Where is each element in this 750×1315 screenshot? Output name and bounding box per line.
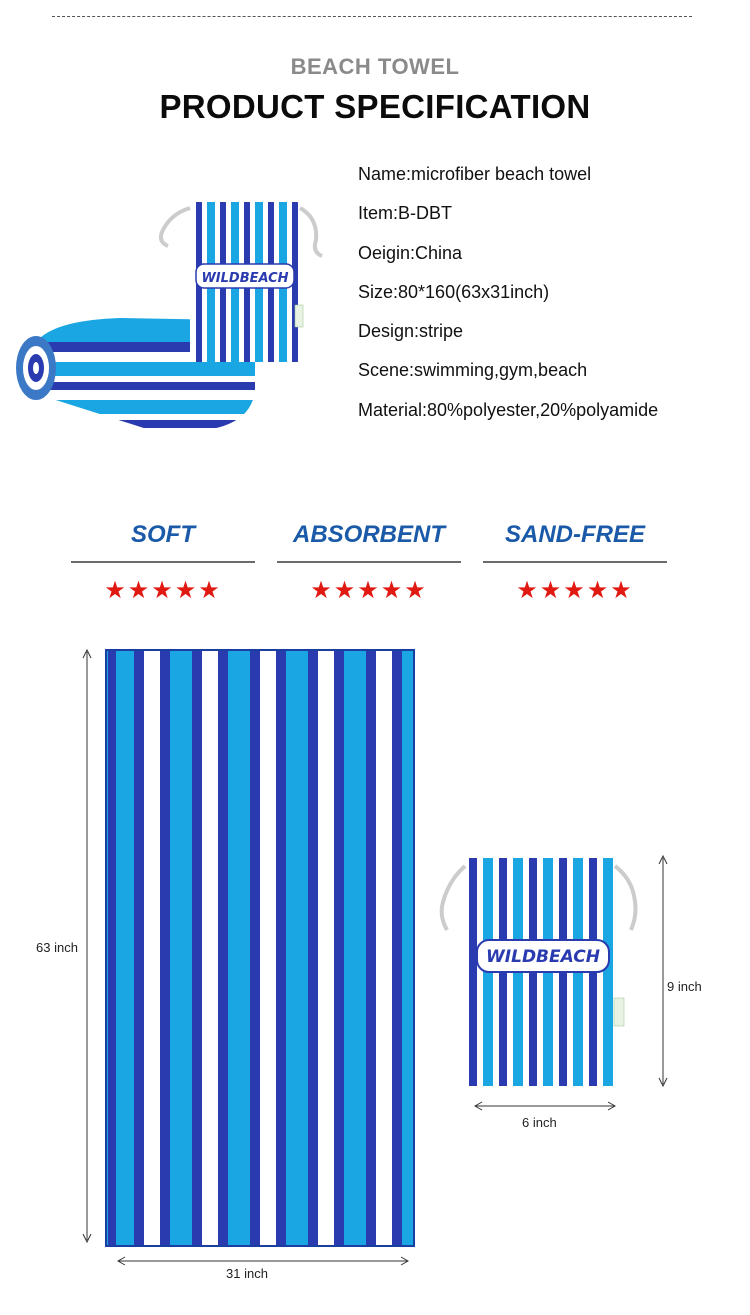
feature-absorbent xyxy=(277,518,461,606)
feature-absorbent-rating-stars: ★★★★★ xyxy=(310,577,428,604)
towel-height-label: 63 inch xyxy=(36,940,78,955)
bag-height-arrow xyxy=(656,854,670,1088)
page-title: PRODUCT SPECIFICATION xyxy=(159,88,591,125)
feature-sand-free-rating-stars: ★★★★★ xyxy=(516,577,634,604)
spec-name: Name:microfiber beach towel xyxy=(358,164,592,184)
page-subtitle: BEACH TOWEL xyxy=(290,54,460,79)
bag-logo-text: WILDBEACH xyxy=(201,271,289,286)
feature-absorbent-label: ABSORBENT xyxy=(292,521,445,548)
bag-height-label: 9 inch xyxy=(667,979,702,994)
towel-width-arrow xyxy=(117,1256,409,1266)
feature-sand-free xyxy=(483,518,667,606)
towel-flat-image xyxy=(106,650,414,1246)
product-photo xyxy=(0,190,330,450)
feature-soft-label: SOFT xyxy=(131,521,195,548)
feature-sand-free-label: SAND-FREE xyxy=(504,521,645,548)
towel-width-label: 31 inch xyxy=(226,1266,268,1281)
feature-soft-rating-stars: ★★★★★ xyxy=(104,577,222,604)
spec-material: Material:80%polyester,20%polyamide xyxy=(358,399,659,420)
spec-origin: Oeigin:China xyxy=(358,242,463,263)
feature-sand-free-rule xyxy=(483,561,667,563)
bag-width-label: 6 inch xyxy=(522,1115,557,1130)
bag-logo-large-text: WILDBEACH xyxy=(486,947,600,967)
top-divider xyxy=(52,16,692,17)
spec-size: Size:80*160(63x31inch) xyxy=(358,281,550,302)
towel-height-arrow xyxy=(80,648,94,1244)
spec-design: Design:stripe xyxy=(358,321,464,342)
spec-scene: Scene:swimming,gym,beach xyxy=(358,360,588,381)
spec-list xyxy=(358,162,748,437)
feature-absorbent-rule xyxy=(277,561,461,563)
spec-item: Item:B-DBT xyxy=(358,203,453,224)
bag-width-arrow xyxy=(474,1101,616,1111)
feature-soft xyxy=(71,518,255,606)
feature-soft-rule xyxy=(71,561,255,563)
bag-image xyxy=(425,852,655,1092)
